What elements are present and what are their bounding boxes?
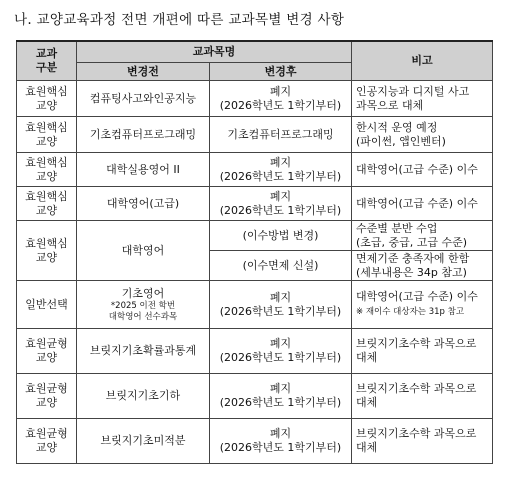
table-row <box>17 329 493 374</box>
note-cell: 대학영어(고급 수준) 이수 <box>352 187 493 221</box>
before-sub-text: *2025 이전 학번 대학영어 선수과목 <box>108 300 178 322</box>
before-cell <box>77 281 210 329</box>
note-cell: 한시적 운영 예정 (파이썬, 앱인벤터) <box>352 117 493 153</box>
table-row <box>17 187 493 221</box>
category-cell: 효원핵심 교양 <box>17 117 77 153</box>
after-cell: 폐지 (2026학년도 1학기부터) <box>210 281 352 329</box>
category-cell: 효원균형 교양 <box>17 374 77 419</box>
section-title: 나. 교양교육과정 전면 개편에 따른 교과목별 변경 사항 <box>14 12 345 28</box>
after-cell: 폐지 (2026학년도 1학기부터) <box>210 81 352 117</box>
note-main-text: 대학영어(고급 수준) 이수 <box>356 290 478 303</box>
after-cell: 폐지 (2026학년도 1학기부터) <box>210 329 352 374</box>
after-cell: 폐지 (2026학년도 1학기부터) <box>210 187 352 221</box>
note-cell: 브릿지기초수학 과목으로 대체 <box>352 419 493 464</box>
category-cell: 효원균형 교양 <box>17 329 77 374</box>
table-row <box>17 281 493 329</box>
header-course-name: 교과목명 <box>77 41 352 63</box>
category-cell: 효원핵심 교양 <box>17 153 77 187</box>
note-cell: 수준별 분반 수업 (초급, 중급, 고급 수준) <box>352 221 493 251</box>
before-cell: 대학실용영어 II <box>77 153 210 187</box>
before-main-text: 기초영어 <box>121 286 165 300</box>
category-cell: 효원핵심 교양 <box>17 221 77 281</box>
header-note: 비고 <box>352 41 493 81</box>
before-cell: 대학영어(고급) <box>77 187 210 221</box>
course-change-table <box>16 40 493 464</box>
note-cell: 브릿지기초수학 과목으로 대체 <box>352 374 493 419</box>
header-category: 교과 구분 <box>17 41 77 81</box>
header-before: 변경전 <box>77 63 210 81</box>
after-cell: (이수방법 변경) <box>210 221 352 251</box>
table-row <box>17 419 493 464</box>
after-cell: 기초컴퓨터프로그래밍 <box>210 117 352 153</box>
after-cell: 폐지 (2026학년도 1학기부터) <box>210 374 352 419</box>
before-cell: 컴퓨팅사고와인공지능 <box>77 81 210 117</box>
note-cell: 대학영어(고급 수준) 이수 <box>352 153 493 187</box>
after-cell: 폐지 (2026학년도 1학기부터) <box>210 153 352 187</box>
after-cell: 폐지 (2026학년도 1학기부터) <box>210 419 352 464</box>
category-cell: 일반선택 <box>17 281 77 329</box>
table-row <box>17 117 493 153</box>
category-cell: 효원핵심 교양 <box>17 81 77 117</box>
note-cell: 면제기준 충족자에 한함 (세부내용은 34p 참고) <box>352 251 493 281</box>
note-cell: 인공지능과 디지털 사고 과목으로 대체 <box>352 81 493 117</box>
after-cell: (이수면제 신설) <box>210 251 352 281</box>
table-row <box>17 153 493 187</box>
header-after: 변경후 <box>210 63 352 81</box>
category-cell: 효원균형 교양 <box>17 419 77 464</box>
before-cell: 브릿지기초확률과통계 <box>77 329 210 374</box>
before-cell: 브릿지기초기하 <box>77 374 210 419</box>
note-cell: 브릿지기초수학 과목으로 대체 <box>352 329 493 374</box>
table-row <box>17 221 493 251</box>
category-cell: 효원핵심 교양 <box>17 187 77 221</box>
table-row <box>17 81 493 117</box>
before-cell: 대학영어 <box>77 221 210 281</box>
note-cell <box>352 281 493 329</box>
before-cell: 브릿지기초미적분 <box>77 419 210 464</box>
before-cell: 기초컴퓨터프로그래밍 <box>77 117 210 153</box>
note-sub-text: ※ 재이수 대상자는 31p 참고 <box>356 307 465 317</box>
table-row <box>17 374 493 419</box>
